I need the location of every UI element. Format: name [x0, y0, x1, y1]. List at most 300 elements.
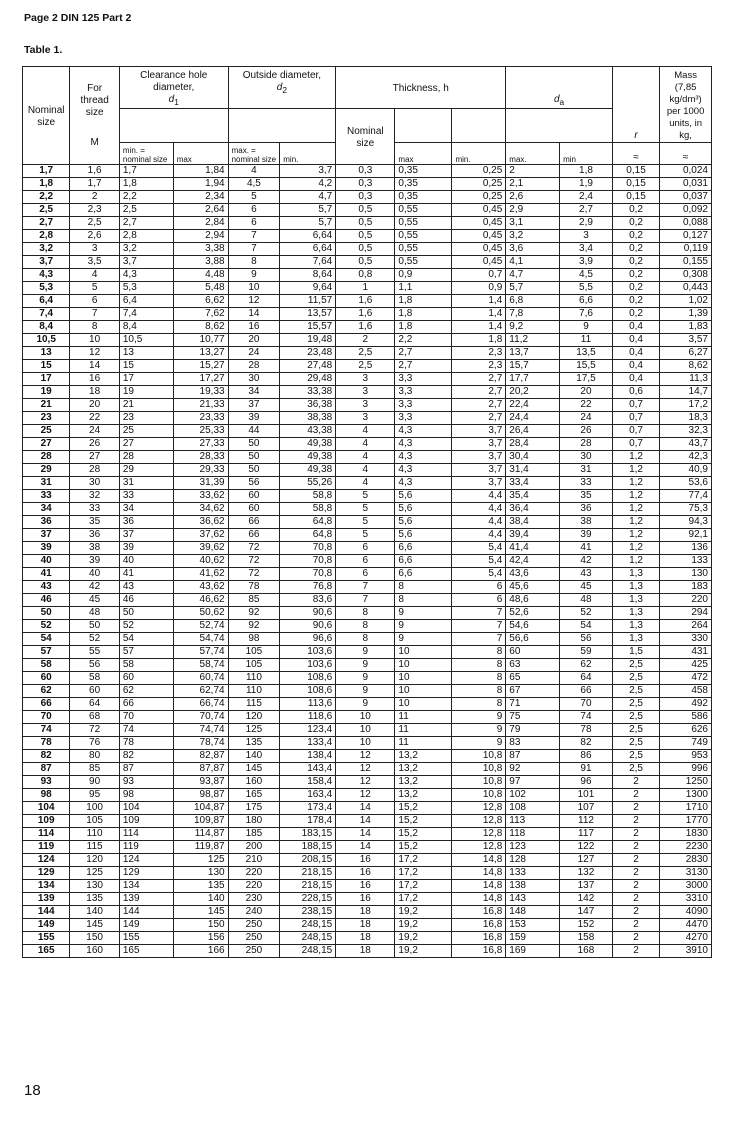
cell-thread-size: 10: [70, 334, 120, 347]
table-row: [23, 789, 712, 802]
cell-thread-size: 130: [70, 880, 120, 893]
cell-r-value: 1,2: [612, 477, 659, 490]
header-da: $d_a$: [506, 67, 613, 109]
cell-h-max: 15,2: [395, 828, 452, 841]
cell-h-max: 0,55: [395, 217, 452, 230]
cell-nominal-size: 109: [23, 815, 70, 828]
cell-thread-size: 7: [70, 308, 120, 321]
cell-d2-min: 23,48: [280, 347, 336, 360]
cell-h-max: 15,2: [395, 815, 452, 828]
cell-mass: 2230: [660, 841, 712, 854]
header-r: r: [612, 67, 659, 143]
cell-d1-min: 40: [119, 555, 173, 568]
cell-da-min: 107: [560, 802, 613, 815]
cell-da-max: 22,4: [506, 399, 560, 412]
header-h-max: max: [395, 143, 452, 165]
table-row: [23, 672, 712, 685]
cell-r-value: 1,2: [612, 464, 659, 477]
cell-thread-size: 68: [70, 711, 120, 724]
cell-d1-min: 149: [119, 919, 173, 932]
cell-da-max: 42,4: [506, 555, 560, 568]
cell-r-value: 2: [612, 776, 659, 789]
header-mass: Mass (7,85 kg/dm³) per 1000 units, in kg,: [660, 67, 712, 143]
cell-mass: 458: [660, 685, 712, 698]
cell-mass: 1,39: [660, 308, 712, 321]
cell-r-value: 0,4: [612, 373, 659, 386]
cell-d1-min: 1,7: [119, 165, 173, 178]
table-row: [23, 308, 712, 321]
cell-nominal-size: 36: [23, 516, 70, 529]
cell-thread-size: 27: [70, 451, 120, 464]
cell-d1-max: 93,87: [173, 776, 228, 789]
table-row: [23, 282, 712, 295]
cell-mass: 11,3: [660, 373, 712, 386]
cell-d1-min: 3,7: [119, 256, 173, 269]
cell-h-min: 0,45: [452, 204, 506, 217]
cell-nominal-size: 139: [23, 893, 70, 906]
cell-mass: 749: [660, 737, 712, 750]
cell-h-nominal: 1: [336, 282, 395, 295]
header-d1-max: max: [173, 143, 228, 165]
cell-nominal-size: 6,4: [23, 295, 70, 308]
cell-d2-min: 208,15: [280, 854, 336, 867]
cell-d2-max: 85: [228, 594, 280, 607]
cell-d1-max: 46,62: [173, 594, 228, 607]
cell-h-nominal: 16: [336, 867, 395, 880]
cell-da-min: 24: [560, 412, 613, 425]
page-number: 18: [24, 1082, 41, 1099]
cell-d1-min: 93: [119, 776, 173, 789]
cell-d2-max: 30: [228, 373, 280, 386]
cell-h-max: 10: [395, 659, 452, 672]
cell-h-min: 0,7: [452, 269, 506, 282]
cell-h-max: 4,3: [395, 477, 452, 490]
cell-d2-min: 5,7: [280, 217, 336, 230]
cell-mass: 92,1: [660, 529, 712, 542]
cell-h-min: 6: [452, 594, 506, 607]
cell-mass: 32,3: [660, 425, 712, 438]
cell-d1-min: 39: [119, 542, 173, 555]
cell-da-max: 31,4: [506, 464, 560, 477]
cell-thread-size: 20: [70, 399, 120, 412]
cell-r-value: 2: [612, 932, 659, 945]
cell-nominal-size: 57: [23, 646, 70, 659]
cell-d1-min: 104: [119, 802, 173, 815]
cell-d2-min: 83,6: [280, 594, 336, 607]
cell-d1-max: 52,74: [173, 620, 228, 633]
cell-h-nominal: 10: [336, 737, 395, 750]
cell-d1-min: 50: [119, 607, 173, 620]
header-d1-min: min. = nominal size: [119, 143, 173, 165]
cell-d1-min: 87: [119, 763, 173, 776]
cell-thread-size: 115: [70, 841, 120, 854]
cell-h-min: 12,8: [452, 802, 506, 815]
cell-d2-max: 66: [228, 529, 280, 542]
cell-d2-min: 7,64: [280, 256, 336, 269]
cell-thread-size: 24: [70, 425, 120, 438]
cell-d1-max: 66,74: [173, 698, 228, 711]
cell-d1-max: 114,87: [173, 828, 228, 841]
cell-h-min: 4,4: [452, 490, 506, 503]
cell-da-min: 48: [560, 594, 613, 607]
cell-h-max: 19,2: [395, 919, 452, 932]
cell-mass: 626: [660, 724, 712, 737]
cell-da-max: 20,2: [506, 386, 560, 399]
cell-da-max: 79: [506, 724, 560, 737]
cell-h-nominal: 4: [336, 464, 395, 477]
cell-da-min: 52: [560, 607, 613, 620]
cell-d1-max: 8,62: [173, 321, 228, 334]
cell-d1-max: 140: [173, 893, 228, 906]
cell-h-max: 2,2: [395, 334, 452, 347]
cell-r-value: 0,2: [612, 230, 659, 243]
cell-d2-max: 56: [228, 477, 280, 490]
cell-da-min: 168: [560, 945, 613, 958]
cell-r-value: 2: [612, 802, 659, 815]
cell-da-max: 3,1: [506, 217, 560, 230]
cell-da-max: 75: [506, 711, 560, 724]
cell-h-max: 4,3: [395, 464, 452, 477]
cell-h-min: 9: [452, 711, 506, 724]
cell-d1-max: 104,87: [173, 802, 228, 815]
cell-h-nominal: 5: [336, 516, 395, 529]
cell-da-max: 38,4: [506, 516, 560, 529]
cell-d1-min: 2,5: [119, 204, 173, 217]
table-row: [23, 828, 712, 841]
cell-d1-max: 2,34: [173, 191, 228, 204]
cell-d2-min: 4,2: [280, 178, 336, 191]
cell-da-max: 9,2: [506, 321, 560, 334]
cell-r-value: 2: [612, 828, 659, 841]
cell-da-min: 41: [560, 542, 613, 555]
cell-h-nominal: 2: [336, 334, 395, 347]
cell-da-max: 108: [506, 802, 560, 815]
cell-mass: 0,127: [660, 230, 712, 243]
cell-h-min: 2,3: [452, 360, 506, 373]
cell-da-max: 169: [506, 945, 560, 958]
cell-h-min: 4,4: [452, 529, 506, 542]
cell-nominal-size: 104: [23, 802, 70, 815]
cell-thread-size: 120: [70, 854, 120, 867]
cell-da-min: 38: [560, 516, 613, 529]
cell-da-min: 33: [560, 477, 613, 490]
cell-mass: 17,2: [660, 399, 712, 412]
cell-nominal-size: 25: [23, 425, 70, 438]
cell-da-max: 26,4: [506, 425, 560, 438]
cell-h-max: 9: [395, 633, 452, 646]
cell-d2-min: 58,8: [280, 503, 336, 516]
table-row: [23, 854, 712, 867]
cell-da-min: 43: [560, 568, 613, 581]
table-body: [23, 165, 712, 958]
cell-nominal-size: 29: [23, 464, 70, 477]
cell-h-max: 4,3: [395, 438, 452, 451]
cell-mass: 3910: [660, 945, 712, 958]
cell-mass: 0,092: [660, 204, 712, 217]
cell-mass: 0,024: [660, 165, 712, 178]
header-outside-diameter: Outside diameter, $d_2$: [228, 67, 336, 109]
cell-d1-min: 114: [119, 828, 173, 841]
cell-h-max: 11: [395, 737, 452, 750]
cell-da-min: 62: [560, 659, 613, 672]
cell-thread-size: 56: [70, 659, 120, 672]
cell-da-max: 41,4: [506, 542, 560, 555]
cell-mass: 3310: [660, 893, 712, 906]
cell-da-max: 3,6: [506, 243, 560, 256]
cell-d2-min: 9,64: [280, 282, 336, 295]
cell-h-min: 9: [452, 724, 506, 737]
table-row: [23, 438, 712, 451]
cell-r-value: 2: [612, 880, 659, 893]
cell-d2-max: 14: [228, 308, 280, 321]
cell-thread-size: 33: [70, 503, 120, 516]
cell-d1-min: 62: [119, 685, 173, 698]
cell-da-max: 97: [506, 776, 560, 789]
cell-d1-min: 144: [119, 906, 173, 919]
cell-da-min: 3,4: [560, 243, 613, 256]
table-row: [23, 750, 712, 763]
cell-d2-min: 36,38: [280, 399, 336, 412]
cell-nominal-size: 13: [23, 347, 70, 360]
cell-da-min: 9: [560, 321, 613, 334]
cell-r-value: 2,5: [612, 659, 659, 672]
cell-h-max: 15,2: [395, 802, 452, 815]
cell-h-nominal: 8: [336, 620, 395, 633]
cell-nominal-size: 2,5: [23, 204, 70, 217]
cell-r-value: 0,15: [612, 191, 659, 204]
cell-h-max: 17,2: [395, 880, 452, 893]
cell-h-max: 4,3: [395, 425, 452, 438]
cell-h-nominal: 12: [336, 776, 395, 789]
cell-da-max: 33,4: [506, 477, 560, 490]
cell-da-max: 36,4: [506, 503, 560, 516]
cell-h-max: 3,3: [395, 373, 452, 386]
cell-thread-size: 16: [70, 373, 120, 386]
table-row: [23, 919, 712, 932]
cell-d1-min: 66: [119, 698, 173, 711]
cell-h-nominal: 12: [336, 750, 395, 763]
cell-d2-max: 12: [228, 295, 280, 308]
cell-mass: 472: [660, 672, 712, 685]
cell-d2-max: 5: [228, 191, 280, 204]
cell-d2-max: 37: [228, 399, 280, 412]
cell-thread-size: 135: [70, 893, 120, 906]
cell-d1-max: 39,62: [173, 542, 228, 555]
table-row: [23, 815, 712, 828]
cell-h-min: 14,8: [452, 893, 506, 906]
cell-d1-max: 1,94: [173, 178, 228, 191]
cell-d1-min: 29: [119, 464, 173, 477]
cell-h-min: 2,7: [452, 386, 506, 399]
cell-mass: 1830: [660, 828, 712, 841]
cell-d1-min: 46: [119, 594, 173, 607]
cell-nominal-size: 74: [23, 724, 70, 737]
cell-nominal-size: 58: [23, 659, 70, 672]
cell-da-max: 2,1: [506, 178, 560, 191]
cell-h-max: 17,2: [395, 854, 452, 867]
cell-d2-max: 20: [228, 334, 280, 347]
cell-mass: 94,3: [660, 516, 712, 529]
cell-r-value: 1,3: [612, 633, 659, 646]
cell-h-nominal: 18: [336, 919, 395, 932]
cell-thread-size: 42: [70, 581, 120, 594]
cell-h-min: 7: [452, 620, 506, 633]
cell-d1-max: 34,62: [173, 503, 228, 516]
cell-h-min: 5,4: [452, 568, 506, 581]
cell-h-max: 0,35: [395, 191, 452, 204]
cell-h-nominal: 18: [336, 945, 395, 958]
header-d2-max: max. = nominal size: [228, 143, 280, 165]
cell-thread-size: 2,6: [70, 230, 120, 243]
cell-h-nominal: 0,3: [336, 191, 395, 204]
cell-d2-max: 4: [228, 165, 280, 178]
cell-r-value: 0,2: [612, 269, 659, 282]
cell-da-max: 43,6: [506, 568, 560, 581]
cell-nominal-size: 39: [23, 542, 70, 555]
cell-da-max: 13,7: [506, 347, 560, 360]
cell-d1-min: 25: [119, 425, 173, 438]
cell-d1-min: 82: [119, 750, 173, 763]
cell-da-min: 13,5: [560, 347, 613, 360]
cell-d1-max: 1,84: [173, 165, 228, 178]
cell-h-min: 4,4: [452, 516, 506, 529]
table-header: [23, 67, 712, 165]
cell-nominal-size: 54: [23, 633, 70, 646]
cell-h-max: 17,2: [395, 867, 452, 880]
cell-nominal-size: 31: [23, 477, 70, 490]
cell-h-nominal: 0,5: [336, 230, 395, 243]
cell-d2-min: 123,4: [280, 724, 336, 737]
cell-mass: 1710: [660, 802, 712, 815]
cell-d1-max: 2,94: [173, 230, 228, 243]
cell-nominal-size: 5,3: [23, 282, 70, 295]
cell-h-nominal: 10: [336, 711, 395, 724]
cell-d1-min: 98: [119, 789, 173, 802]
cell-da-min: 1,9: [560, 178, 613, 191]
cell-h-nominal: 9: [336, 672, 395, 685]
cell-d2-max: 10: [228, 282, 280, 295]
cell-d2-min: 228,15: [280, 893, 336, 906]
cell-da-max: 4,1: [506, 256, 560, 269]
cell-r-value: 1,2: [612, 490, 659, 503]
cell-da-max: 45,6: [506, 581, 560, 594]
header-da-max: max.: [506, 143, 560, 165]
cell-h-nominal: 6: [336, 568, 395, 581]
cell-d1-max: 150: [173, 919, 228, 932]
cell-h-min: 7: [452, 633, 506, 646]
cell-da-max: 2,6: [506, 191, 560, 204]
cell-d2-max: 34: [228, 386, 280, 399]
cell-mass: 43,7: [660, 438, 712, 451]
cell-d2-min: 3,7: [280, 165, 336, 178]
cell-da-min: 3: [560, 230, 613, 243]
cell-r-value: 0,6: [612, 386, 659, 399]
cell-r-value: 1,2: [612, 451, 659, 464]
cell-da-max: 28,4: [506, 438, 560, 451]
cell-d2-min: 29,48: [280, 373, 336, 386]
cell-d2-min: 163,4: [280, 789, 336, 802]
cell-d1-max: 40,62: [173, 555, 228, 568]
cell-r-value: 2: [612, 854, 659, 867]
cell-h-min: 8: [452, 685, 506, 698]
cell-h-max: 3,3: [395, 386, 452, 399]
cell-da-min: 152: [560, 919, 613, 932]
cell-da-min: 36: [560, 503, 613, 516]
cell-r-value: 0,4: [612, 334, 659, 347]
cell-da-min: 66: [560, 685, 613, 698]
cell-h-min: 0,45: [452, 243, 506, 256]
cell-h-max: 2,7: [395, 360, 452, 373]
cell-thread-size: 18: [70, 386, 120, 399]
cell-d2-min: 90,6: [280, 607, 336, 620]
cell-d2-max: 72: [228, 568, 280, 581]
cell-d2-max: 98: [228, 633, 280, 646]
cell-d2-min: 4,7: [280, 191, 336, 204]
cell-d1-max: 87,87: [173, 763, 228, 776]
cell-d2-max: 66: [228, 516, 280, 529]
cell-r-value: 1,2: [612, 503, 659, 516]
cell-d2-max: 175: [228, 802, 280, 815]
cell-h-nominal: 6: [336, 542, 395, 555]
cell-da-min: 30: [560, 451, 613, 464]
cell-da-min: 86: [560, 750, 613, 763]
cell-thread-size: 125: [70, 867, 120, 880]
cell-d2-min: 248,15: [280, 919, 336, 932]
cell-da-max: 56,6: [506, 633, 560, 646]
cell-da-min: 5,5: [560, 282, 613, 295]
cell-da-min: 11: [560, 334, 613, 347]
cell-mass: 586: [660, 711, 712, 724]
table-row: [23, 477, 712, 490]
cell-h-min: 9: [452, 737, 506, 750]
cell-h-max: 19,2: [395, 932, 452, 945]
cell-d1-max: 43,62: [173, 581, 228, 594]
cell-r-value: 2: [612, 841, 659, 854]
cell-nominal-size: 33: [23, 490, 70, 503]
cell-d1-max: 2,84: [173, 217, 228, 230]
cell-d2-min: 49,38: [280, 438, 336, 451]
cell-r-value: 0,2: [612, 308, 659, 321]
cell-r-value: 0,2: [612, 282, 659, 295]
table-row: [23, 464, 712, 477]
cell-h-max: 19,2: [395, 945, 452, 958]
table-row: [23, 555, 712, 568]
cell-h-min: 2,3: [452, 347, 506, 360]
cell-d1-min: 31: [119, 477, 173, 490]
cell-d1-min: 10,5: [119, 334, 173, 347]
cell-d2-min: 19,48: [280, 334, 336, 347]
cell-thread-size: 90: [70, 776, 120, 789]
cell-thread-size: 85: [70, 763, 120, 776]
cell-d1-min: 43: [119, 581, 173, 594]
cell-nominal-size: 2,7: [23, 217, 70, 230]
cell-h-min: 0,25: [452, 178, 506, 191]
cell-d1-max: 41,62: [173, 568, 228, 581]
cell-h-min: 8: [452, 698, 506, 711]
cell-nominal-size: 82: [23, 750, 70, 763]
cell-d1-min: 41: [119, 568, 173, 581]
cell-d1-max: 156: [173, 932, 228, 945]
cell-r-value: 0,2: [612, 243, 659, 256]
cell-h-max: 13,2: [395, 763, 452, 776]
cell-da-min: 101: [560, 789, 613, 802]
cell-r-value: 0,7: [612, 412, 659, 425]
cell-d1-min: 5,3: [119, 282, 173, 295]
cell-d1-max: 119,87: [173, 841, 228, 854]
table-row: [23, 945, 712, 958]
cell-da-min: 56: [560, 633, 613, 646]
table-row: [23, 581, 712, 594]
